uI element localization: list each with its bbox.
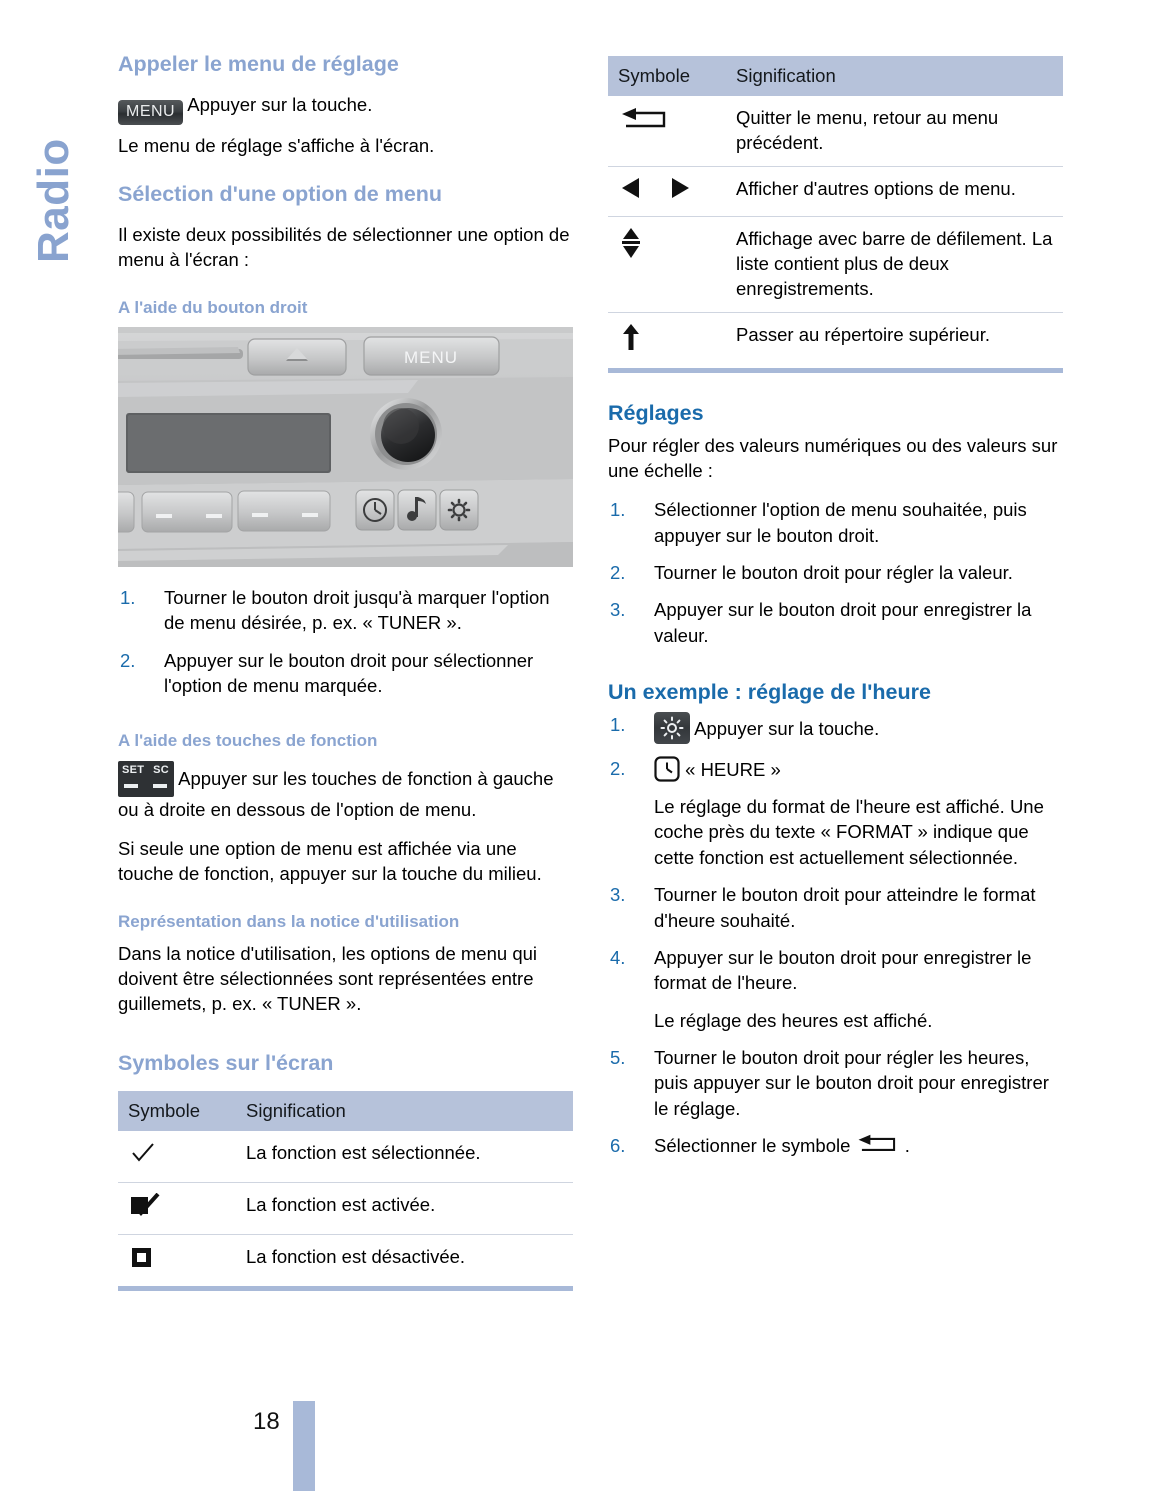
step-number: 3. bbox=[610, 884, 626, 906]
step-text-after: . bbox=[904, 1134, 910, 1156]
column-header-symbol: Symbole bbox=[608, 56, 726, 96]
step-number: 2. bbox=[120, 649, 136, 671]
list-item bbox=[608, 1133, 1063, 1158]
list-item bbox=[608, 560, 1063, 585]
menu-key-instruction-text: Appuyer sur la touche. bbox=[187, 93, 373, 115]
meaning-cell: Passer au répertoire supérieur. bbox=[736, 323, 990, 345]
step-text: Appuyer sur le bouton droit pour enregistrer la valeur. bbox=[654, 599, 1032, 646]
step-text: Appuyer sur le bouton droit pour enregistrer le format de l'heure. bbox=[654, 946, 1032, 994]
list-item bbox=[608, 945, 1063, 1033]
table-row bbox=[118, 1182, 573, 1234]
list-item bbox=[608, 1045, 1063, 1121]
menu-key-icon[interactable]: MENU bbox=[118, 100, 183, 125]
step-text: Appuyer sur le bouton droit pour sélectionner l'option de menu marquée. bbox=[164, 649, 534, 696]
step-number: 6. bbox=[610, 1134, 626, 1156]
step-number: 2. bbox=[610, 561, 626, 583]
list-item bbox=[118, 648, 573, 699]
column-header-meaning: Signification bbox=[726, 56, 1063, 96]
function-keys-instruction-text: Appuyer sur les touches de fonction à gauche ou à droite en dessous de l'option de menu. bbox=[118, 767, 554, 820]
heading-call-setting-menu: Appeler le menu de réglage bbox=[118, 52, 399, 76]
step-number: 2. bbox=[610, 757, 626, 779]
table-row bbox=[608, 312, 1063, 367]
step-number: 1. bbox=[120, 586, 136, 608]
symbol-cell bbox=[608, 216, 726, 312]
menu-key-instruction bbox=[118, 92, 573, 125]
right-knob-steps bbox=[118, 585, 573, 698]
list-item bbox=[608, 756, 1063, 870]
step-sub-text: Le réglage du format de l'heure est affiché. Une coche près du texte « FORMAT » indique que cette fonction est actuellement sélectionnée. bbox=[654, 796, 1044, 868]
list-item bbox=[118, 585, 573, 636]
heading-representation-in-manual: Représentation dans la notice d'utilisation bbox=[118, 911, 460, 931]
up-down-scroll-icon bbox=[620, 227, 642, 259]
representation-text: Dans la notice d'utilisation, les options de menu qui doivent être sélectionnées sont représentées entre guillemets, p. ex. « TUNER ». bbox=[118, 942, 538, 1015]
symbol-cell bbox=[608, 166, 726, 216]
step-number: 5. bbox=[610, 1046, 626, 1068]
symbol-cell bbox=[118, 1131, 236, 1182]
set-key-dash bbox=[124, 784, 138, 788]
list-item bbox=[608, 882, 1063, 933]
list-item bbox=[608, 712, 1063, 744]
settings-intro: Pour régler des valeurs numériques ou des valeurs sur une échelle : bbox=[608, 434, 1058, 481]
step-text: Sélectionner l'option de menu souhaitée, puis appuyer sur le bouton droit. bbox=[654, 499, 1027, 546]
step-number: 3. bbox=[610, 599, 626, 621]
table-row bbox=[118, 1234, 573, 1285]
heading-select-menu-option: Sélection d'une option de menu bbox=[118, 182, 443, 207]
step-text: Tourner le bouton droit pour régler les heures, puis appuyer sur le bouton droit pour enregistrer le réglage. bbox=[654, 1046, 1049, 1119]
symbol-cell bbox=[118, 1234, 236, 1285]
menu-symbols-table bbox=[608, 56, 1063, 368]
table-row bbox=[608, 96, 1063, 166]
meaning-cell: Affichage avec barre de défilement. La liste contient plus de deux enregistrements. bbox=[726, 216, 1063, 312]
car-radio-photo bbox=[118, 327, 573, 567]
heading-settings: Réglages bbox=[608, 400, 704, 425]
up-arrow-icon bbox=[620, 323, 642, 351]
meaning-cell: La fonction est sélectionnée. bbox=[236, 1131, 573, 1182]
car-radio-illustration bbox=[118, 327, 573, 567]
table-header-row bbox=[118, 1091, 573, 1131]
step-number: 1. bbox=[610, 713, 626, 735]
footer-accent-bar bbox=[293, 1401, 315, 1491]
back-arrow-icon bbox=[620, 106, 670, 132]
column-header-meaning: Signification bbox=[236, 1091, 573, 1131]
step-number: 4. bbox=[610, 946, 626, 968]
step-text: Tourner le bouton droit pour atteindre le format d'heure souhaité. bbox=[654, 884, 1036, 931]
step-text: « HEURE » bbox=[685, 758, 781, 780]
set-sc-key-icon[interactable] bbox=[118, 761, 174, 797]
symbol-cell bbox=[118, 1182, 236, 1234]
left-column bbox=[118, 52, 573, 1291]
heading-time-setting-example: Un exemple : réglage de l'heure bbox=[608, 679, 931, 704]
table-header-row bbox=[608, 56, 1063, 96]
meaning-cell: La fonction est activée. bbox=[236, 1182, 573, 1234]
left-right-arrows-icon bbox=[620, 177, 690, 199]
table-row bbox=[608, 166, 1063, 216]
column-header-symbol: Symbole bbox=[118, 1091, 236, 1131]
empty-box-icon bbox=[130, 1245, 156, 1269]
right-column bbox=[608, 52, 1063, 1170]
table-row bbox=[608, 216, 1063, 312]
clock-icon[interactable] bbox=[654, 756, 680, 782]
sc-key-dash bbox=[153, 784, 167, 788]
settings-steps bbox=[608, 497, 1063, 648]
select-option-intro: Il existe deux possibilités de sélectionner une option de menu à l'écran : bbox=[118, 223, 570, 271]
set-key-label: SET bbox=[122, 763, 145, 776]
symbol-cell bbox=[608, 312, 726, 367]
list-item bbox=[608, 597, 1063, 648]
svg-text:MENU: MENU bbox=[403, 347, 459, 367]
chapter-tab bbox=[0, 30, 110, 270]
list-item bbox=[608, 497, 1063, 548]
function-keys-instruction bbox=[118, 761, 573, 822]
heading-screen-symbols: Symboles sur l'écran bbox=[118, 1050, 334, 1075]
table-row bbox=[118, 1131, 573, 1182]
meaning-cell: Quitter le menu, retour au menu précédent. bbox=[726, 96, 1063, 166]
sc-key-label: SC bbox=[153, 763, 169, 776]
step-sub-text: Le réglage des heures est affiché. bbox=[654, 1009, 933, 1031]
screen-symbols-table bbox=[118, 1091, 573, 1286]
step-text-before: Sélectionner le symbole bbox=[654, 1134, 851, 1156]
example-steps bbox=[608, 712, 1063, 1158]
meaning-cell: Afficher d'autres options de menu. bbox=[726, 166, 1063, 216]
step-text: Tourner le bouton droit jusqu'à marquer l'option de menu désirée, p. ex. « TUNER ». bbox=[164, 586, 550, 634]
meaning-cell: La fonction est désactivée. bbox=[246, 1245, 466, 1267]
heading-using-function-keys: A l'aide des touches de fonction bbox=[118, 731, 378, 751]
step-text: Appuyer sur la touche. bbox=[694, 717, 880, 739]
gear-icon[interactable] bbox=[654, 712, 690, 744]
chapter-tab-label: Radio bbox=[29, 138, 78, 263]
step-text: Tourner le bouton droit pour régler la valeur. bbox=[654, 561, 1013, 583]
menu-result-text: Le menu de réglage s'affiche à l'écran. bbox=[118, 134, 435, 156]
page-number: 18 bbox=[253, 1408, 280, 1435]
checked-box-icon bbox=[130, 1193, 160, 1217]
table-end-bar bbox=[118, 1286, 573, 1291]
single-option-text: Si seule une option de menu est affichée via une touche de fonction, appuyer sur la touche du milieu. bbox=[118, 837, 542, 885]
page-footer bbox=[118, 1393, 1118, 1483]
step-number: 1. bbox=[610, 499, 626, 521]
checkmark-icon bbox=[130, 1141, 156, 1165]
symbol-cell bbox=[608, 96, 726, 166]
back-arrow-icon bbox=[856, 1133, 900, 1155]
heading-using-right-knob: A l'aide du bouton droit bbox=[118, 297, 308, 317]
